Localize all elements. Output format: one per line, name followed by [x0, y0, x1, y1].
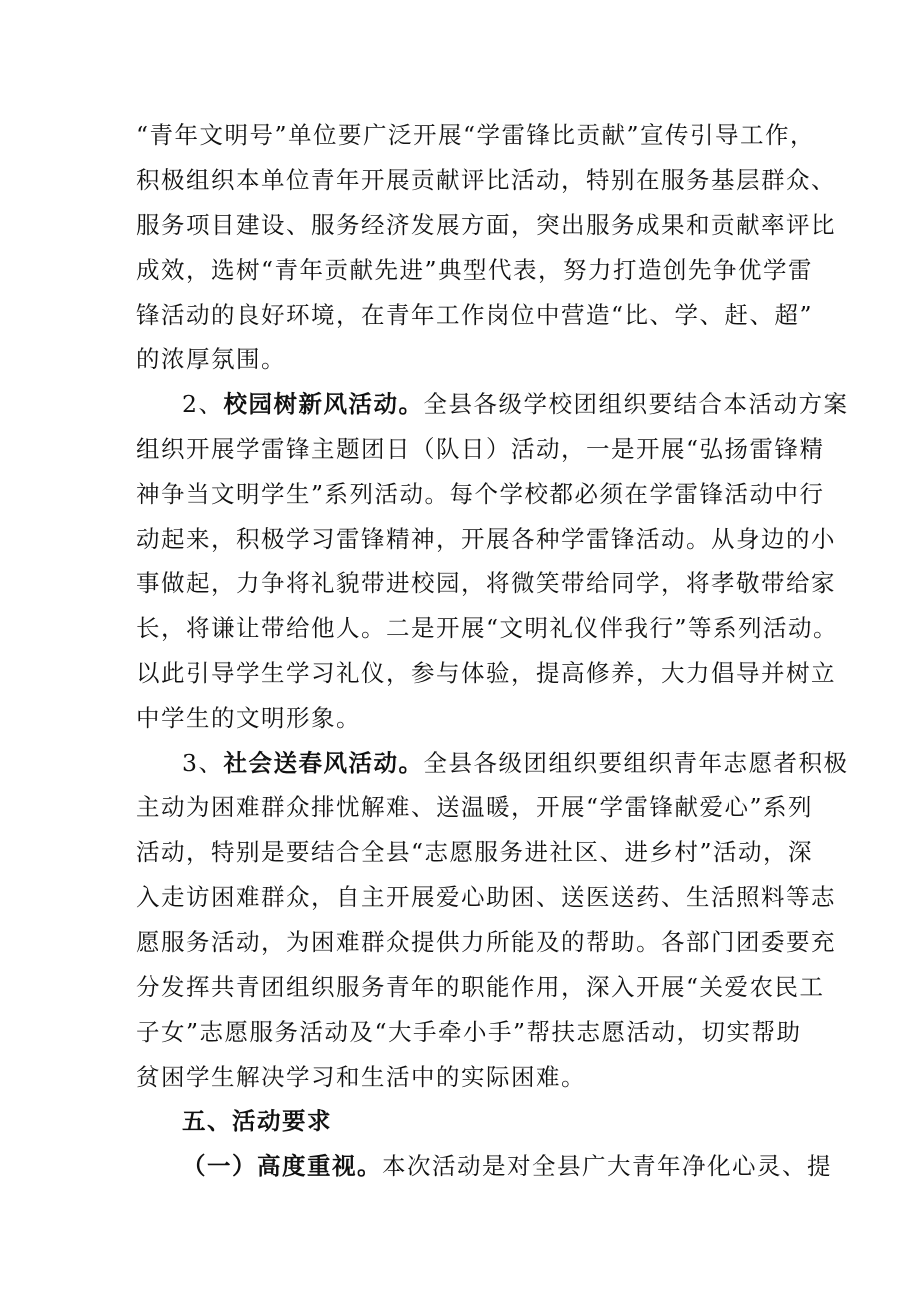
- paragraph-line: 锋活动的良好环境，在青年工作岗位中营造“比、学、赶、超”: [136, 301, 814, 329]
- paragraph-line: 积极组织本单位青年开展贡献评比活动，特别在服务基层群众、: [136, 166, 836, 194]
- item-3-text: 全县各级团组织要组织青年志愿者积极: [423, 749, 849, 777]
- paragraph-line: 的浓厚氛围。: [136, 345, 286, 373]
- paragraph-line: 长，将谦让带给他人。二是开展“文明礼仪伴我行”等系列活动。: [136, 614, 839, 642]
- paragraph-line: 入走访困难群众，自主开展爱心助困、送医送药、生活照料等志: [136, 883, 836, 911]
- item-2-first-line: [182, 384, 848, 424]
- paragraph-line: 神争当文明学生”系列活动。每个学校都必须在学雷锋活动中行: [136, 480, 825, 508]
- section-5-title: 五、活动要求: [182, 1107, 332, 1135]
- item-2-number: 2、: [182, 390, 224, 418]
- paragraph-line: 贫困学生解决学习和生活中的实际困难。: [136, 1063, 586, 1091]
- paragraph-line: 成效，选树“青年贡献先进”典型代表，努力打造创先争优学雷: [136, 256, 814, 284]
- paragraph-line: 服务项目建设、服务经济发展方面，突出服务成果和贡献率评比: [136, 211, 836, 239]
- item-one-first-line: [182, 1146, 832, 1186]
- item-2-heading: 校园树新风活动。: [223, 390, 424, 418]
- paragraph-line: 事做起，力争将礼貌带进校园，将微笑带给同学，将孝敬带给家: [136, 569, 836, 597]
- paragraph-line: 愿服务活动，为困难群众提供力所能及的帮助。各部门团委要充: [136, 928, 836, 956]
- item-3-heading: 社会送春风活动。: [223, 749, 424, 777]
- paragraph-line: 中学生的文明形象。: [136, 704, 361, 732]
- item-3-first-line: [182, 743, 848, 783]
- item-3-number: 3、: [182, 749, 224, 777]
- item-one-heading: （一）高度重视。: [182, 1152, 382, 1180]
- paragraph-line: 以此引导学生学习礼仪，参与体验，提高修养，大力倡导并树立: [136, 659, 836, 687]
- item-one-text: 本次活动是对全县广大青年净化心灵、提: [382, 1152, 832, 1180]
- paragraph-line: 动起来，积极学习雷锋精神，开展各种学雷锋活动。从身边的小: [136, 525, 836, 553]
- paragraph-line: 子女”志愿服务活动及“大手牵小手”帮扶志愿活动，切实帮助: [136, 1018, 802, 1046]
- paragraph-line: 活动，特别是要结合全县“志愿服务进社区、进乡村”活动，深: [136, 838, 814, 866]
- paragraph-line: 主动为困难群众排忧解难、送温暖，开展“学雷锋献爱心”系列: [136, 793, 814, 821]
- paragraph-line: “青年文明号”单位要广泛开展“学雷锋比贡献”宣传引导工作，: [136, 121, 816, 149]
- paragraph-line: 分发挥共青团组织服务青年的职能作用，深入开展“关爱农民工: [136, 973, 825, 1001]
- paragraph-line: 组织开展学雷锋主题团日（队日）活动，一是开展“弘扬雷锋精: [136, 435, 825, 463]
- item-2-text: 全县各级学校团组织要结合本活动方案: [423, 390, 849, 418]
